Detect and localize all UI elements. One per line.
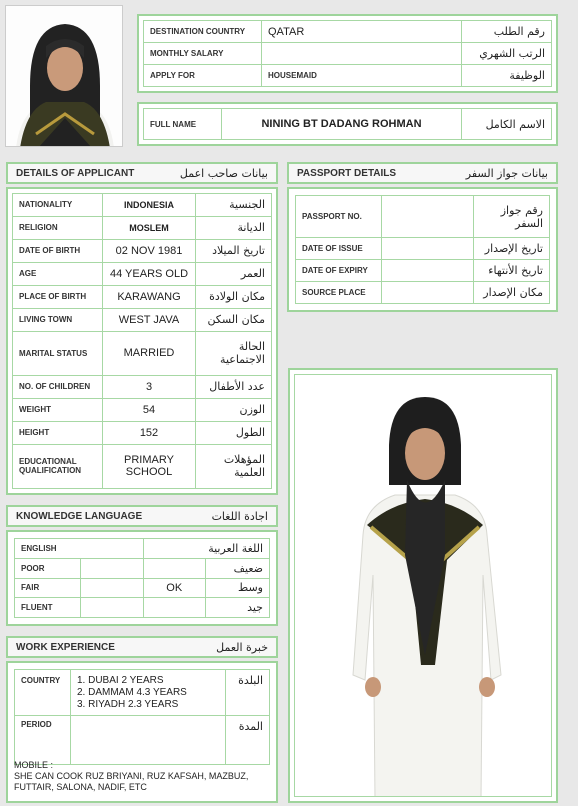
applicant-row-ar: الديانة: [196, 216, 272, 239]
applicant-row-value: MARRIED: [103, 331, 196, 375]
applicant-photo-large: [294, 374, 552, 797]
full-name-label: FULL NAME: [144, 109, 222, 140]
applicant-row-label: HEIGHT: [13, 421, 103, 444]
passport-row-label: DATE OF ISSUE: [296, 238, 382, 260]
applicant-row-ar: مكان السكن: [196, 308, 272, 331]
passport-row: [296, 260, 550, 282]
applicant-row-ar: عدد الأطفال: [196, 375, 272, 398]
applicant-table: [12, 193, 272, 489]
applicant-row-ar: تاريخ الميلاد: [196, 239, 272, 262]
work-header: [6, 636, 278, 658]
language-row-ar: وسط: [206, 578, 270, 598]
applicant-row: [13, 262, 272, 285]
language-row: [15, 598, 270, 618]
applicant-row-ar: الطول: [196, 421, 272, 444]
applicant-row-value: KARAWANG: [103, 285, 196, 308]
work-items: [71, 670, 226, 716]
applicant-row: [13, 239, 272, 262]
applicant-row-value: MOSLEM: [103, 216, 196, 239]
english-label: ENGLISH: [15, 539, 144, 559]
language-title-ar: اجادة اللغات: [211, 509, 268, 523]
passport-row-label: PASSPORT NO.: [296, 196, 382, 238]
applicant-box: [6, 187, 278, 495]
language-row-english: [81, 578, 144, 598]
applicant-row: [13, 421, 272, 444]
applicant-row-value: 3: [103, 375, 196, 398]
applicant-row: [13, 375, 272, 398]
work-item: 3. RIYADH 2.3 YEARS: [77, 698, 179, 710]
applicant-row-label: NO. OF CHILDREN: [13, 375, 103, 398]
applicant-row-ar: المؤهلات العلمية: [196, 444, 272, 488]
applicant-row-ar: العمر: [196, 262, 272, 285]
passport-box: [287, 187, 558, 312]
full-name-box: [137, 102, 558, 146]
work-item: 1. DUBAI 2 YEARS: [77, 674, 164, 686]
passport-row-ar: تاريخ الإصدار: [474, 238, 550, 260]
full-name-value: NINING BT DADANG ROHMAN: [222, 109, 462, 140]
applicant-row: [13, 308, 272, 331]
applicant-row-value: PRIMARY SCHOOL: [103, 444, 196, 488]
applicant-row-value: 44 YEARS OLD: [103, 262, 196, 285]
apply-for-ar: الوظيفة: [462, 65, 552, 87]
language-header: [6, 505, 278, 527]
language-row-english: [81, 598, 144, 618]
passport-row-value: [382, 260, 474, 282]
applicant-photo-large-frame: [288, 368, 558, 803]
applicant-row-label: RELIGION: [13, 216, 103, 239]
language-box: [6, 530, 278, 626]
applicant-row-value: 152: [103, 421, 196, 444]
applicant-row: [13, 285, 272, 308]
language-row-arabic: [143, 558, 206, 578]
applicant-row: [13, 216, 272, 239]
passport-row-value: [382, 196, 474, 238]
arabic-label: اللغة العربية: [143, 539, 270, 559]
language-row: [15, 558, 270, 578]
mobile-label: MOBILE :: [14, 760, 54, 770]
passport-row-ar: مكان الإصدار: [474, 282, 550, 304]
applicant-row-label: NATIONALITY: [13, 194, 103, 217]
applicant-row-label: WEIGHT: [13, 398, 103, 421]
skills-text: SHE CAN COOK RUZ BRIYANI, RUZ KAFSAH, MAZBUZ, FUTTAIR, SALONA, NADIF, ETC: [14, 771, 249, 792]
language-table: [14, 538, 270, 618]
applicant-row-ar: الحالة الاجتماعية: [196, 331, 272, 375]
passport-row: [296, 238, 550, 260]
language-row-arabic: OK: [143, 578, 206, 598]
applicant-row-label: PLACE OF BIRTH: [13, 285, 103, 308]
applicant-row-label: DATE OF BIRTH: [13, 239, 103, 262]
header-box: [137, 14, 558, 93]
applicant-row: [13, 398, 272, 421]
applicant-row-ar: الجنسية: [196, 194, 272, 217]
work-title: WORK EXPERIENCE: [16, 641, 115, 653]
work-item: 2. DAMMAM 4.3 YEARS: [77, 686, 187, 698]
passport-row: [296, 282, 550, 304]
applicant-row-ar: مكان الولادة: [196, 285, 272, 308]
applicant-row-label: EDUCATIONAL QUALIFICATION: [13, 444, 103, 488]
destination-country-ar: رقم الطلب: [462, 21, 552, 43]
monthly-salary-label: MONTHLY SALARY: [144, 43, 262, 65]
applicant-row-label: MARITAL STATUS: [13, 331, 103, 375]
applicant-row-ar: الوزن: [196, 398, 272, 421]
applicant-title: DETAILS OF APPLICANT: [16, 167, 135, 179]
applicant-photo-small: [5, 5, 123, 147]
applicant-row-value: WEST JAVA: [103, 308, 196, 331]
work-title-ar: خبرة العمل: [216, 640, 268, 654]
full-name-ar: الاسم الكامل: [462, 109, 552, 140]
applicant-row-value: 02 NOV 1981: [103, 239, 196, 262]
passport-row-value: [382, 282, 474, 304]
applicant-row-label: AGE: [13, 262, 103, 285]
passport-title-ar: بيانات جواز السفر: [465, 166, 548, 180]
language-row: [15, 578, 270, 598]
applicant-header: [6, 162, 278, 184]
apply-for-value: HOUSEMAID: [262, 65, 462, 87]
passport-row-label: DATE OF EXPIRY: [296, 260, 382, 282]
work-period-value: [71, 716, 226, 765]
work-period-ar: المدة: [226, 716, 270, 765]
passport-header: [287, 162, 558, 184]
destination-country-label: DESTINATION COUNTRY: [144, 21, 262, 43]
language-header-row: [15, 539, 270, 559]
language-row-label: FLUENT: [15, 598, 81, 618]
applicant-row-value: INDONESIA: [103, 194, 196, 217]
language-row-arabic: [143, 598, 206, 618]
work-country-ar: البلدة: [226, 670, 270, 716]
passport-row-ar: تاريخ الأنتهاء: [474, 260, 550, 282]
language-row-english: [81, 558, 144, 578]
monthly-salary-value: [262, 43, 462, 65]
language-row-label: FAIR: [15, 578, 81, 598]
work-period-label: PERIOD: [15, 716, 71, 765]
applicant-row: [13, 194, 272, 217]
destination-country-value: QATAR: [262, 21, 462, 43]
passport-table: [295, 195, 550, 304]
language-row-ar: جيد: [206, 598, 270, 618]
language-row-label: POOR: [15, 558, 81, 578]
passport-row-label: SOURCE PLACE: [296, 282, 382, 304]
apply-for-label: APPLY FOR: [144, 65, 262, 87]
applicant-row: [13, 331, 272, 375]
passport-title: PASSPORT DETAILS: [297, 167, 397, 179]
passport-row-value: [382, 238, 474, 260]
passport-row: [296, 196, 550, 238]
applicant-title-ar: بيانات صاحب اعمل: [179, 166, 268, 180]
notes: [14, 760, 276, 793]
applicant-row-value: 54: [103, 398, 196, 421]
language-title: KNOWLEDGE LANGUAGE: [16, 510, 143, 522]
language-row-ar: ضعيف: [206, 558, 270, 578]
monthly-salary-ar: الرتب الشهري: [462, 43, 552, 65]
applicant-row-label: LIVING TOWN: [13, 308, 103, 331]
passport-row-ar: رقم جواز السفر: [474, 196, 550, 238]
applicant-row: [13, 444, 272, 488]
work-country-label: COUNTRY: [15, 670, 71, 716]
